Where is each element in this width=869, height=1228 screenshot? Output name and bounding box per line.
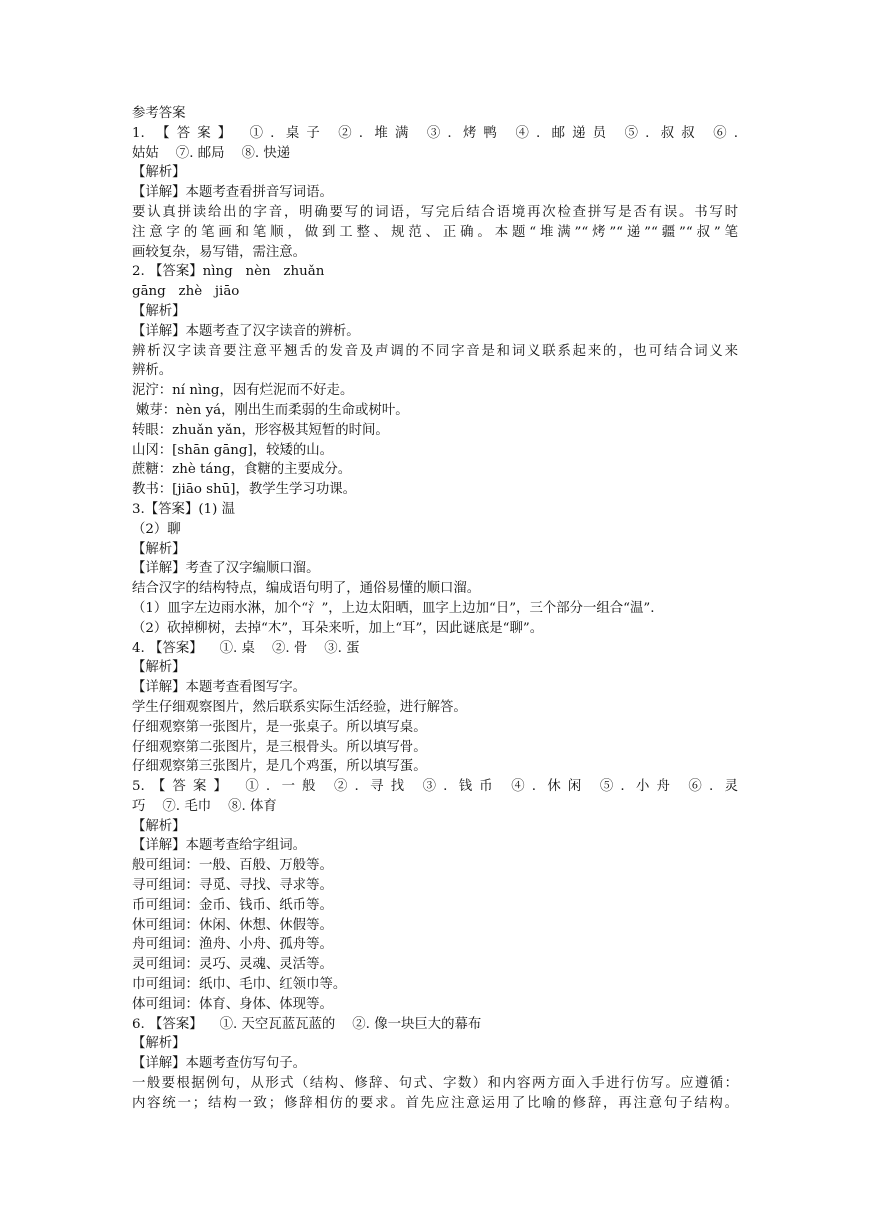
q5-word-8: 体可组词：体育、身体、体现等。: [132, 996, 333, 1012]
q5-answer-line-1: 5.【答案】 ①. 一般 ②. 寻找 ③. 钱币 ④. 休闲 ⑤. 小舟 ⑥. 灵: [132, 779, 738, 795]
q6-explanation-2: 内容统一；结构一致；修辞相仿的要求。首先应注意运用了比喻的修辞，再注意句子结构。: [132, 1095, 738, 1111]
q1-explanation-2: 注意字的笔画和笔顺，做到工整、规范、正确。本题“堆满”“烤”“递”“疆”“叔”笔: [132, 224, 738, 240]
q2-word-1: 泥泞：ní nìng，因有烂泥而不好走。: [132, 383, 354, 399]
question-6: [132, 1015, 738, 1114]
q5-word-3: 币可组词：金币、钱币、纸币等。: [132, 897, 333, 913]
q2-answer-line-1: 2. 【答案】nìng nèn zhuǎn: [132, 264, 325, 280]
q3-answer-line-2: （2）聊: [132, 521, 181, 537]
q5-word-2: 寻可组词：寻觅、寻找、寻求等。: [132, 878, 333, 894]
q2-word-3: 转眼：zhuǎn yǎn，形容极其短暂的时间。: [132, 422, 389, 438]
question-5: [132, 777, 738, 1015]
q2-answer-line-2: gāng zhè jiāo: [132, 284, 240, 300]
q5-word-4: 休可组词：休闲、休想、休假等。: [132, 917, 333, 933]
question-3: [132, 500, 738, 639]
q2-word-4: 山冈：[shān gāng]，较矮的山。: [132, 442, 334, 458]
q5-detail: 【详解】本题考查给字组词。: [132, 838, 307, 854]
q3-answer-line-1: 3.【答案】(1) 温: [132, 501, 235, 517]
question-1: [132, 124, 738, 263]
q1-explanation-3: 画较复杂，易写错，需注意。: [132, 244, 307, 260]
q6-analysis-heading: 【解析】: [132, 1036, 186, 1052]
q1-detail: 【详解】本题考查看拼音写词语。: [132, 185, 333, 201]
q1-analysis-heading: 【解析】: [132, 165, 186, 181]
q4-analysis-heading: 【解析】: [132, 660, 186, 676]
q6-answer-line-1: 6. 【答案】 ①. 天空瓦蓝瓦蓝的 ②. 像一块巨大的幕布: [132, 1016, 482, 1032]
q6-detail: 【详解】本题考查仿写句子。: [132, 1056, 307, 1072]
q2-detail: 【详解】本题考查了汉字读音的辨析。: [132, 323, 360, 339]
q5-answer-line-2: 巧 ⑦. 毛巾 ⑧. 体育: [132, 798, 277, 814]
q4-answer-line-1: 4. 【答案】 ①. 桌 ②. 骨 ③. 蛋: [132, 640, 360, 656]
q1-explanation-1: 要认真拼读给出的字音，明确要写的词语，写完后结合语境再次检查拼写是否有误。书写时: [132, 204, 738, 220]
q4-explanation-2: 仔细观察第一张图片，是一张桌子。所以填写桌。: [132, 719, 427, 735]
q2-explanation-1: 辨析汉字读音要注意平翘舌的发音及声调的不同字音是和词义联系起来的，也可结合词义来: [132, 343, 738, 359]
q2-explanation-2: 辨析。: [132, 363, 173, 379]
q4-detail: 【详解】本题考查看图写字。: [132, 680, 307, 696]
q2-word-6: 教书：[jiāo shū]，教学生学习功课。: [132, 482, 356, 498]
q5-analysis-heading: 【解析】: [132, 818, 186, 834]
q4-explanation-3: 仔细观察第二张图片，是三根骨头。所以填写骨。: [132, 739, 427, 755]
q5-word-1: 般可组词：一般、百般、万般等。: [132, 858, 333, 874]
q1-answer-line-2: 姑姑 ⑦. 邮局 ⑧. 快递: [132, 145, 291, 161]
q4-explanation-1: 学生仔细观察图片，然后联系实际生活经验，进行解答。: [132, 699, 467, 715]
q3-explanation-1: 结合汉字的结构特点，编成语句明了，通俗易懂的顺口溜。: [132, 581, 481, 597]
q5-word-6: 灵可组词：灵巧、灵魂、灵活等。: [132, 957, 333, 973]
q5-word-7: 巾可组词：纸巾、毛巾、红领巾等。: [132, 977, 347, 993]
document-title: 参考答案: [132, 106, 186, 121]
q6-explanation-1: 一般要根据例句，从形式（结构、修辞、句式、字数）和内容两方面入手进行仿写。应遵循：: [132, 1076, 738, 1092]
q2-word-2: 嫩芽：nèn yá，刚出生而柔弱的生命或树叶。: [136, 402, 409, 418]
q1-answer-line-1: 1. 【答案】 ①. 桌子 ②. 堆满 ③. 烤鸭 ④. 邮递员 ⑤. 叔叔 ⑥.: [132, 125, 738, 141]
answer-document: [132, 104, 738, 1114]
q4-explanation-4: 仔细观察第三张图片，是几个鸡蛋，所以填写蛋。: [132, 759, 427, 775]
q3-explanation-3: （2）砍掉柳树，去掉“木”，耳朵来听，加上“耳”，因此谜底是“聊”。: [132, 620, 544, 636]
q2-word-5: 蔗糖：zhè táng，食糖的主要成分。: [132, 462, 352, 478]
q2-analysis-heading: 【解析】: [132, 303, 186, 319]
q5-word-5: 舟可组词：渔舟、小舟、孤舟等。: [132, 937, 333, 953]
q3-detail: 【详解】考查了汉字编顺口溜。: [132, 561, 320, 577]
q3-analysis-heading: 【解析】: [132, 541, 186, 557]
q3-explanation-2: （1）皿字左边雨水淋，加个“氵”，上边太阳晒，皿字上边加“日”，三个部分一组合“温”.: [132, 600, 655, 616]
question-4: [132, 639, 738, 778]
question-2: [132, 262, 738, 500]
